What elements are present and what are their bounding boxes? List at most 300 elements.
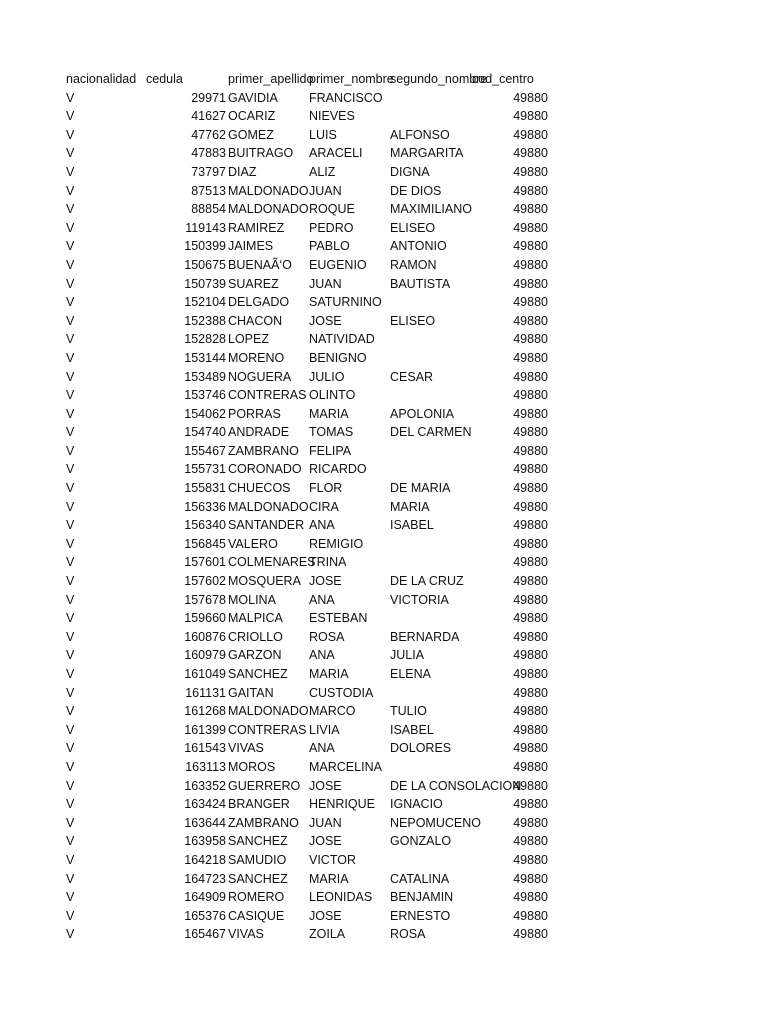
cell-primer-apellido[interactable]: CASIQUE <box>228 908 285 923</box>
table-row <box>66 814 556 833</box>
cell-primer-apellido[interactable]: DIAZ <box>228 164 257 179</box>
cell-nacionalidad[interactable]: V <box>66 555 75 570</box>
cell-nacionalidad[interactable]: V <box>66 704 75 719</box>
cell-cedula[interactable]: 150399 <box>184 239 226 254</box>
cell-cedula[interactable]: 157601 <box>184 555 226 570</box>
cell-cod-centro[interactable]: 49880 <box>513 109 548 124</box>
cell-nacionalidad[interactable]: V <box>66 815 75 830</box>
cell-cod-centro[interactable]: 49880 <box>513 350 548 365</box>
cell-cedula[interactable]: 164909 <box>184 890 226 905</box>
cell-nacionalidad[interactable]: V <box>66 350 75 365</box>
cell-segundo-nombre[interactable]: MAXIMILIANO <box>390 202 472 217</box>
cell-segundo-nombre[interactable]: CATALINA <box>390 871 450 886</box>
cell-primer-nombre[interactable]: JOSE <box>309 834 342 849</box>
cell-primer-apellido[interactable]: CHUECOS <box>228 481 291 496</box>
cell-primer-nombre[interactable]: MARIA <box>309 406 349 421</box>
cell-primer-apellido[interactable]: ZAMBRANO <box>228 443 299 458</box>
cell-primer-apellido[interactable]: SAMUDIO <box>228 852 287 867</box>
header-primer-nombre[interactable]: primer_nombre <box>309 72 394 86</box>
cell-primer-nombre[interactable]: JULIO <box>309 369 345 384</box>
cell-segundo-nombre[interactable]: DIGNA <box>390 164 430 179</box>
cell-cod-centro[interactable]: 49880 <box>513 295 548 310</box>
table-row <box>66 144 556 163</box>
cell-segundo-nombre[interactable]: DE LA CRUZ <box>390 574 464 589</box>
cell-cedula[interactable]: 155831 <box>184 481 226 496</box>
cell-segundo-nombre[interactable]: ROSA <box>390 927 426 942</box>
cell-primer-apellido[interactable]: MOLINA <box>228 592 276 607</box>
cell-segundo-nombre[interactable]: JULIA <box>390 648 425 663</box>
cell-cod-centro[interactable]: 49880 <box>513 797 548 812</box>
cell-primer-nombre[interactable]: ESTEBAN <box>309 611 368 626</box>
cell-cod-centro[interactable]: 49880 <box>513 852 548 867</box>
cell-nacionalidad[interactable]: V <box>66 388 75 403</box>
cell-primer-apellido[interactable]: CORONADO <box>228 462 302 477</box>
cell-nacionalidad[interactable]: V <box>66 778 75 793</box>
cell-nacionalidad[interactable]: V <box>66 722 75 737</box>
cell-primer-nombre[interactable]: ANA <box>309 648 335 663</box>
cell-primer-apellido[interactable]: GARZON <box>228 648 282 663</box>
cell-cod-centro[interactable]: 49880 <box>513 574 548 589</box>
cell-primer-nombre[interactable]: JUAN <box>309 276 342 291</box>
cell-primer-nombre[interactable]: MARCO <box>309 704 356 719</box>
cell-primer-nombre[interactable]: PEDRO <box>309 220 354 235</box>
cell-primer-apellido[interactable]: SANCHEZ <box>228 834 288 849</box>
cell-nacionalidad[interactable]: V <box>66 574 75 589</box>
table-row <box>66 219 556 238</box>
table-row <box>66 293 556 312</box>
cell-cedula[interactable]: 156340 <box>184 518 226 533</box>
cell-cedula[interactable]: 163958 <box>184 834 226 849</box>
cell-primer-apellido[interactable]: NOGUERA <box>228 369 292 384</box>
cell-cedula[interactable]: 154062 <box>184 406 226 421</box>
cell-cod-centro[interactable]: 49880 <box>513 146 548 161</box>
cell-cedula[interactable]: 159660 <box>184 611 226 626</box>
table-row <box>66 423 556 442</box>
cell-segundo-nombre[interactable]: ELENA <box>390 667 431 681</box>
header-cedula[interactable]: cedula <box>146 72 183 86</box>
cell-nacionalidad[interactable]: V <box>66 890 75 905</box>
cell-cedula[interactable]: 87513 <box>191 183 226 198</box>
cell-cod-centro[interactable]: 49880 <box>513 202 548 217</box>
cell-primer-nombre[interactable]: FRANCISCO <box>309 90 383 105</box>
cell-primer-apellido[interactable]: MALPICA <box>228 611 283 626</box>
cell-nacionalidad[interactable]: V <box>66 276 75 291</box>
cell-primer-nombre[interactable]: CUSTODIA <box>309 685 374 700</box>
table-row <box>66 628 556 647</box>
table-row <box>66 498 556 517</box>
cell-cedula[interactable]: 73797 <box>191 164 226 179</box>
cell-cedula[interactable]: 164723 <box>184 871 226 886</box>
cell-nacionalidad[interactable]: V <box>66 741 75 756</box>
cell-nacionalidad[interactable]: V <box>66 164 75 179</box>
cell-segundo-nombre[interactable]: DOLORES <box>390 741 452 756</box>
cell-segundo-nombre[interactable]: BAUTISTA <box>390 276 451 291</box>
cell-cod-centro[interactable]: 49880 <box>513 611 548 626</box>
cell-cod-centro[interactable]: 49880 <box>513 499 548 514</box>
table-row <box>66 312 556 331</box>
cell-cedula[interactable]: 163113 <box>185 759 226 774</box>
cell-nacionalidad[interactable]: V <box>66 462 75 477</box>
cell-primer-nombre[interactable]: LEONIDAS <box>309 890 373 905</box>
cell-primer-nombre[interactable]: NIEVES <box>309 109 355 124</box>
cell-primer-nombre[interactable]: LUIS <box>309 127 337 142</box>
cell-nacionalidad[interactable]: V <box>66 536 75 551</box>
cell-nacionalidad[interactable]: V <box>66 313 75 328</box>
cell-nacionalidad[interactable]: V <box>66 146 75 161</box>
cell-nacionalidad[interactable]: V <box>66 443 75 458</box>
cell-primer-apellido[interactable]: ANDRADE <box>228 425 290 440</box>
spreadsheet <box>66 70 556 944</box>
cell-cod-centro[interactable]: 49880 <box>513 239 548 254</box>
cell-primer-nombre[interactable]: TOMAS <box>309 425 354 440</box>
cell-segundo-nombre[interactable]: RAMON <box>390 257 437 272</box>
cell-nacionalidad[interactable]: V <box>66 908 75 923</box>
cell-cedula[interactable]: 153489 <box>184 369 226 384</box>
table-row <box>66 516 556 535</box>
table-row <box>66 832 556 851</box>
cell-cod-centro[interactable]: 49880 <box>513 257 548 272</box>
cell-nacionalidad[interactable]: V <box>66 685 75 700</box>
cell-segundo-nombre[interactable]: DE DIOS <box>390 183 442 198</box>
cell-cod-centro[interactable]: 49880 <box>513 536 548 551</box>
cell-primer-apellido[interactable]: MALDONADO <box>228 183 309 198</box>
cell-primer-nombre[interactable]: JOSE <box>309 313 342 328</box>
cell-cedula[interactable]: 164218 <box>184 852 226 867</box>
cell-primer-apellido[interactable]: SANCHEZ <box>228 871 288 886</box>
cell-cod-centro[interactable]: 49880 <box>513 369 548 384</box>
cell-primer-apellido[interactable]: GAVIDIA <box>228 90 278 105</box>
cell-segundo-nombre[interactable]: ISABEL <box>390 518 434 533</box>
cell-cedula[interactable]: 163644 <box>184 815 226 830</box>
cell-nacionalidad[interactable]: V <box>66 927 75 942</box>
cell-primer-apellido[interactable]: LOPEZ <box>228 332 269 347</box>
cell-segundo-nombre[interactable]: ERNESTO <box>390 908 451 923</box>
cell-primer-nombre[interactable]: JUAN <box>309 183 342 198</box>
cell-primer-apellido[interactable]: MALDONADO <box>228 202 309 217</box>
cell-nacionalidad[interactable]: V <box>66 127 75 142</box>
cell-nacionalidad[interactable]: V <box>66 90 75 105</box>
cell-primer-nombre[interactable]: REMIGIO <box>309 536 364 551</box>
cell-segundo-nombre[interactable]: MARGARITA <box>390 146 464 161</box>
cell-primer-apellido[interactable]: GUERRERO <box>228 778 301 793</box>
cell-primer-apellido[interactable]: MOROS <box>228 759 276 774</box>
cell-cedula[interactable]: 161543 <box>184 741 226 756</box>
cell-nacionalidad[interactable]: V <box>66 183 75 198</box>
cell-cod-centro[interactable]: 49880 <box>513 462 548 477</box>
cell-cedula[interactable]: 47762 <box>191 127 226 142</box>
table-row <box>66 665 556 684</box>
cell-cedula[interactable]: 161268 <box>184 704 226 719</box>
cell-cod-centro[interactable]: 49880 <box>513 90 548 105</box>
cell-primer-nombre[interactable]: VICTOR <box>309 852 356 867</box>
cell-cod-centro[interactable]: 49880 <box>513 592 548 607</box>
table-row <box>66 684 556 703</box>
cell-cod-centro[interactable]: 49880 <box>513 927 548 942</box>
cell-primer-nombre[interactable]: OLINTO <box>309 388 356 403</box>
cell-cedula[interactable]: 156845 <box>184 536 226 551</box>
header-nacionalidad[interactable]: nacionalidad <box>66 72 137 86</box>
cell-cedula[interactable]: 152104 <box>184 295 226 310</box>
cell-segundo-nombre[interactable]: GONZALO <box>390 834 452 849</box>
cell-primer-apellido[interactable]: SANCHEZ <box>228 667 288 681</box>
cell-cedula[interactable]: 163352 <box>184 778 226 793</box>
cell-primer-nombre[interactable]: ANA <box>309 741 335 756</box>
table-row <box>66 405 556 424</box>
cell-nacionalidad[interactable]: V <box>66 425 75 440</box>
cell-nacionalidad[interactable]: V <box>66 871 75 886</box>
cell-primer-nombre[interactable]: HENRIQUE <box>309 797 375 812</box>
table-row <box>66 256 556 275</box>
cell-cedula[interactable]: 157602 <box>184 574 226 589</box>
cell-cod-centro[interactable]: 49880 <box>513 183 548 198</box>
table-row <box>66 925 556 944</box>
table-row <box>66 591 556 610</box>
cell-cedula[interactable]: 153746 <box>184 388 226 403</box>
cell-nacionalidad[interactable]: V <box>66 648 75 663</box>
cell-nacionalidad[interactable]: V <box>66 611 75 626</box>
cell-segundo-nombre[interactable]: NEPOMUCENO <box>390 815 481 830</box>
cell-cedula[interactable]: 155731 <box>184 462 226 477</box>
cell-primer-apellido[interactable]: PORRAS <box>228 406 281 421</box>
cell-primer-apellido[interactable]: JAIMES <box>228 239 274 254</box>
cell-segundo-nombre[interactable]: ISABEL <box>390 722 434 737</box>
cell-cod-centro[interactable]: 49880 <box>513 406 548 421</box>
cell-primer-nombre[interactable]: JOSE <box>309 778 342 793</box>
cell-cod-centro[interactable]: 49880 <box>513 648 548 663</box>
cell-segundo-nombre[interactable]: DE MARIA <box>390 481 451 496</box>
cell-primer-apellido[interactable]: DELGADO <box>228 295 290 310</box>
cell-primer-nombre[interactable]: FELIPA <box>309 443 352 458</box>
cell-primer-apellido[interactable]: MALDONADO <box>228 499 309 514</box>
cell-cedula[interactable]: 165467 <box>184 927 226 942</box>
cell-primer-nombre[interactable]: ANA <box>309 518 335 533</box>
cell-cod-centro[interactable]: 49880 <box>513 518 548 533</box>
cell-primer-apellido[interactable]: VALERO <box>228 536 278 551</box>
table-row <box>66 182 556 201</box>
cell-primer-apellido[interactable]: RAMIREZ <box>228 220 285 235</box>
cell-cod-centro[interactable]: 49880 <box>513 741 548 756</box>
cell-primer-apellido[interactable]: CONTRERAS <box>228 722 307 737</box>
cell-primer-nombre[interactable]: MARCELINA <box>309 759 382 774</box>
header-primer-apellido[interactable]: primer_apellido <box>228 72 314 86</box>
cell-nacionalidad[interactable]: V <box>66 629 75 644</box>
cell-cedula[interactable]: 154740 <box>184 425 226 440</box>
cell-nacionalidad[interactable]: V <box>66 759 75 774</box>
cell-primer-apellido[interactable]: SUAREZ <box>228 276 279 291</box>
cell-cod-centro[interactable]: 49880 <box>513 778 548 793</box>
cell-segundo-nombre[interactable]: TULIO <box>390 704 427 719</box>
cell-nacionalidad[interactable]: V <box>66 481 75 496</box>
cell-primer-apellido[interactable]: GOMEZ <box>228 127 274 142</box>
cell-cod-centro[interactable]: 49880 <box>513 388 548 403</box>
cell-primer-nombre[interactable]: ANA <box>309 592 335 607</box>
cell-cedula[interactable]: 47883 <box>191 146 226 161</box>
cell-primer-apellido[interactable]: VIVAS <box>228 741 264 756</box>
cell-cedula[interactable]: 161399 <box>184 722 226 737</box>
cell-segundo-nombre[interactable]: ANTONIO <box>390 239 447 254</box>
cell-cod-centro[interactable]: 49880 <box>513 555 548 570</box>
cell-cedula[interactable]: 165376 <box>184 908 226 923</box>
header-cod-centro[interactable]: cod_centro <box>472 72 534 86</box>
cell-primer-nombre[interactable]: BENIGNO <box>309 350 367 365</box>
cell-cedula[interactable]: 153144 <box>184 350 226 365</box>
table-row <box>66 572 556 591</box>
cell-segundo-nombre[interactable]: MARIA <box>390 499 430 514</box>
cell-segundo-nombre[interactable]: ELISEO <box>390 313 436 328</box>
cell-primer-nombre[interactable]: MARIA <box>309 667 349 681</box>
cell-cod-centro[interactable]: 49880 <box>513 722 548 737</box>
cell-nacionalidad[interactable]: V <box>66 295 75 310</box>
cell-segundo-nombre[interactable]: APOLONIA <box>390 406 454 421</box>
table-row <box>66 479 556 498</box>
table-row <box>66 107 556 126</box>
table-row <box>66 330 556 349</box>
cell-cedula[interactable]: 88854 <box>191 202 226 217</box>
cell-nacionalidad[interactable]: V <box>66 257 75 272</box>
cell-primer-apellido[interactable]: BRANGER <box>228 797 290 812</box>
cell-segundo-nombre[interactable]: BENJAMIN <box>390 890 454 905</box>
cell-primer-apellido[interactable]: CHACON <box>228 313 283 328</box>
cell-segundo-nombre[interactable]: BERNARDA <box>390 629 460 644</box>
cell-primer-nombre[interactable]: ROQUE <box>309 202 355 217</box>
cell-cedula[interactable]: 156336 <box>184 499 226 514</box>
cell-cod-centro[interactable]: 49880 <box>513 127 548 142</box>
table-row <box>66 163 556 182</box>
table-row <box>66 702 556 721</box>
cell-cedula[interactable]: 163424 <box>184 797 226 812</box>
cell-segundo-nombre[interactable]: DE LA CONSOLACION <box>390 778 522 793</box>
cell-cod-centro[interactable]: 49880 <box>513 443 548 458</box>
cell-cedula[interactable]: 155467 <box>184 443 226 458</box>
cell-cod-centro[interactable]: 49880 <box>513 332 548 347</box>
table-row <box>66 777 556 796</box>
cell-primer-apellido[interactable]: ROMERO <box>228 890 285 905</box>
cell-cod-centro[interactable]: 49880 <box>513 313 548 328</box>
cell-nacionalidad[interactable]: V <box>66 499 75 514</box>
cell-nacionalidad[interactable]: V <box>66 834 75 849</box>
cell-cedula[interactable]: 157678 <box>184 592 226 607</box>
cell-primer-apellido[interactable]: ZAMBRANO <box>228 815 299 830</box>
cell-nacionalidad[interactable]: V <box>66 797 75 812</box>
cell-cedula[interactable]: 161131 <box>185 685 226 700</box>
cell-cedula[interactable]: 160876 <box>184 629 226 644</box>
cell-primer-nombre[interactable]: FLOR <box>309 481 343 496</box>
cell-primer-apellido[interactable]: COLMENARES <box>228 555 316 570</box>
cell-cedula[interactable]: 152828 <box>184 332 226 347</box>
cell-nacionalidad[interactable]: V <box>66 220 75 235</box>
cell-cod-centro[interactable]: 49880 <box>513 759 548 774</box>
cell-primer-nombre[interactable]: TRINA <box>309 555 347 570</box>
cell-primer-apellido[interactable]: BUENAÃ‘O <box>228 257 292 272</box>
cell-primer-nombre[interactable]: ROSA <box>309 629 345 644</box>
cell-cod-centro[interactable]: 49880 <box>513 425 548 440</box>
cell-cod-centro[interactable]: 49880 <box>513 685 548 700</box>
header-segundo-nombre[interactable]: segundo_nombre <box>390 72 488 86</box>
table-row <box>66 200 556 219</box>
cell-primer-nombre[interactable]: CIRA <box>309 499 339 514</box>
cell-primer-nombre[interactable]: NATIVIDAD <box>309 332 375 347</box>
cell-cod-centro[interactable]: 49880 <box>513 704 548 719</box>
cell-cedula[interactable]: 150675 <box>184 257 226 272</box>
cell-cod-centro[interactable]: 49880 <box>513 815 548 830</box>
cell-primer-nombre[interactable]: ALIZ <box>309 164 336 179</box>
table-row <box>66 851 556 870</box>
cell-cod-centro[interactable]: 49880 <box>513 667 548 681</box>
cell-segundo-nombre[interactable]: IGNACIO <box>390 797 443 812</box>
table-row <box>66 368 556 387</box>
cell-primer-apellido[interactable]: CONTRERAS <box>228 388 307 403</box>
table-row <box>66 553 556 572</box>
cell-primer-nombre[interactable]: PABLO <box>309 239 350 254</box>
cell-primer-nombre[interactable]: ARACELI <box>309 146 363 161</box>
cell-cod-centro[interactable]: 49880 <box>513 164 548 179</box>
cell-nacionalidad[interactable]: V <box>66 369 75 384</box>
cell-cod-centro[interactable]: 49880 <box>513 481 548 496</box>
cell-primer-nombre[interactable]: JUAN <box>309 815 342 830</box>
cell-primer-nombre[interactable]: LIVIA <box>309 722 340 737</box>
cell-segundo-nombre[interactable]: ELISEO <box>390 220 436 235</box>
cell-cedula[interactable]: 119143 <box>185 220 226 235</box>
cell-cedula[interactable]: 160979 <box>184 648 226 663</box>
cell-segundo-nombre[interactable]: DEL CARMEN <box>390 425 472 440</box>
cell-segundo-nombre[interactable]: VICTORIA <box>390 592 449 607</box>
cell-cod-centro[interactable]: 49880 <box>513 220 548 235</box>
cell-nacionalidad[interactable]: V <box>66 332 75 347</box>
cell-segundo-nombre[interactable]: CESAR <box>390 369 434 384</box>
cell-segundo-nombre[interactable]: ALFONSO <box>390 127 450 142</box>
cell-nacionalidad[interactable]: V <box>66 406 75 421</box>
cell-primer-apellido[interactable]: MORENO <box>228 350 285 365</box>
cell-nacionalidad[interactable]: V <box>66 592 75 607</box>
cell-primer-apellido[interactable]: MOSQUERA <box>228 574 301 589</box>
cell-cod-centro[interactable]: 49880 <box>513 629 548 644</box>
cell-cod-centro[interactable]: 49880 <box>513 871 548 886</box>
cell-primer-apellido[interactable]: VIVAS <box>228 927 264 942</box>
cell-nacionalidad[interactable]: V <box>66 239 75 254</box>
cell-primer-apellido[interactable]: CRIOLLO <box>228 629 283 644</box>
cell-cod-centro[interactable]: 49880 <box>513 276 548 291</box>
cell-primer-nombre[interactable]: ZOILA <box>309 927 346 942</box>
cell-cedula[interactable]: 29971 <box>191 90 226 105</box>
cell-nacionalidad[interactable]: V <box>66 852 75 867</box>
table-row <box>66 89 556 108</box>
cell-primer-nombre[interactable]: JOSE <box>309 908 342 923</box>
cell-cedula[interactable]: 41627 <box>191 109 226 124</box>
cell-primer-apellido[interactable]: SANTANDER <box>228 518 305 533</box>
cell-nacionalidad[interactable]: V <box>66 518 75 533</box>
cell-primer-nombre[interactable]: EUGENIO <box>309 257 367 272</box>
cell-primer-apellido[interactable]: GAITAN <box>228 685 274 700</box>
cell-cedula[interactable]: 161049 <box>184 667 226 681</box>
cell-nacionalidad[interactable]: V <box>66 109 75 124</box>
cell-cod-centro[interactable]: 49880 <box>513 890 548 905</box>
cell-primer-apellido[interactable]: OCARIZ <box>228 109 276 124</box>
cell-nacionalidad[interactable]: V <box>66 202 75 217</box>
table-row <box>66 795 556 814</box>
cell-nacionalidad[interactable]: V <box>66 667 75 681</box>
cell-cod-centro[interactable]: 49880 <box>513 834 548 849</box>
cell-cod-centro[interactable]: 49880 <box>513 908 548 923</box>
cell-primer-nombre[interactable]: SATURNINO <box>309 295 382 310</box>
cell-primer-nombre[interactable]: JOSE <box>309 574 342 589</box>
cell-primer-nombre[interactable]: RICARDO <box>309 462 367 477</box>
cell-primer-apellido[interactable]: MALDONADO <box>228 704 309 719</box>
cell-cedula[interactable]: 152388 <box>184 313 226 328</box>
cell-cedula[interactable]: 150739 <box>184 276 226 291</box>
cell-primer-apellido[interactable]: BUITRAGO <box>228 146 294 161</box>
cell-primer-nombre[interactable]: MARIA <box>309 871 349 886</box>
table-body <box>66 89 556 944</box>
